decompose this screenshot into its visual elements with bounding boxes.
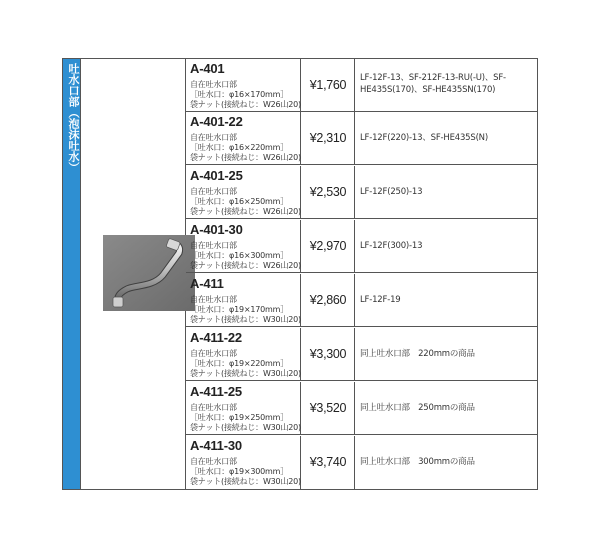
price-cell (301, 274, 355, 326)
desc-line-3: 袋ナット(接続ねじ：W30山20) (190, 423, 301, 432)
desc-line-2: ［吐水口：φ19×170mm］ (190, 305, 289, 314)
model-number: A-411-25 (190, 384, 242, 399)
table-row (186, 328, 537, 381)
desc-line-2: ［吐水口：φ16×220mm］ (190, 143, 289, 152)
product-table (62, 58, 538, 490)
table-row (186, 220, 537, 273)
model-number: A-411-30 (190, 438, 242, 453)
desc-line-2: ［吐水口：φ16×250mm］ (190, 197, 289, 206)
compatible-models: 同上吐水口部 250mmの商品 (360, 403, 475, 413)
model-number: A-411 (190, 276, 224, 291)
model-cell (186, 382, 301, 434)
table-row (186, 112, 537, 165)
desc-line-3: 袋ナット(接続ねじ：W26山20) (190, 100, 301, 109)
desc-line-3: 袋ナット(接続ねじ：W26山20) (190, 261, 301, 270)
desc-line-2: ［吐水口：φ19×250mm］ (190, 413, 289, 422)
compatible-models: LF-12F(300)-13 (360, 241, 423, 251)
price-cell (301, 220, 355, 272)
price: ¥2,310 (309, 131, 347, 145)
model-number: A-401-25 (190, 168, 243, 183)
price-cell (301, 382, 355, 434)
desc-line-1: 自在吐水口部 (190, 133, 237, 142)
compat-cell (355, 436, 537, 489)
compat-cell (355, 274, 537, 326)
model-cell (186, 328, 301, 380)
image-cell (80, 59, 186, 489)
desc-line-1: 自在吐水口部 (190, 403, 237, 412)
price: ¥2,860 (309, 293, 347, 307)
model-number: A-411-22 (190, 330, 242, 345)
compat-cell (355, 59, 537, 111)
category-label: 吐水口部（泡沫吐水） (67, 63, 80, 173)
table-row (186, 59, 537, 112)
price: ¥3,300 (309, 347, 347, 361)
table-row (186, 166, 537, 219)
compat-cell (355, 382, 537, 434)
desc-line-1: 自在吐水口部 (190, 349, 237, 358)
compatible-models: LF-12F(220)-13、SF-HE435S(N) (360, 133, 488, 143)
compatible-models: LF-12F-19 (360, 295, 401, 305)
compatible-models: LF-12F(250)-13 (360, 187, 423, 197)
table-row (186, 436, 537, 489)
compatible-models: LF-12F-13、SF-212F-13-RU(-U)、SF-HE435S(170)、SF-HE435SN(170) (360, 73, 506, 95)
compat-cell (355, 220, 537, 272)
spout-photo (103, 235, 195, 311)
compat-cell (355, 112, 537, 164)
desc-line-3: 袋ナット(接続ねじ：W30山20) (190, 477, 301, 486)
desc-line-2: ［吐水口：φ19×300mm］ (190, 467, 289, 476)
desc-line-1: 自在吐水口部 (190, 295, 237, 304)
price-cell (301, 59, 355, 111)
desc-line-1: 自在吐水口部 (190, 241, 237, 250)
model-cell (186, 112, 301, 164)
desc-line-1: 自在吐水口部 (190, 187, 237, 196)
desc-line-2: ［吐水口：φ19×220mm］ (190, 359, 289, 368)
desc-line-3: 袋ナット(接続ねじ：W30山20) (190, 315, 301, 324)
desc-line-2: ［吐水口：φ16×300mm］ (190, 251, 289, 260)
desc-line-2: ［吐水口：φ16×170mm］ (190, 90, 289, 99)
price: ¥2,530 (309, 185, 347, 199)
table-row (186, 382, 537, 435)
price-cell (301, 328, 355, 380)
model-number: A-401-30 (190, 222, 243, 237)
model-cell (186, 274, 301, 326)
desc-line-3: 袋ナット(接続ねじ：W26山20) (190, 153, 301, 162)
compat-cell (355, 166, 537, 218)
price: ¥3,740 (309, 455, 347, 469)
model-cell (186, 166, 301, 218)
price-cell (301, 112, 355, 164)
rows (186, 59, 537, 489)
desc-line-1: 自在吐水口部 (190, 80, 237, 89)
desc-line-3: 袋ナット(接続ねじ：W30山20) (190, 369, 301, 378)
price: ¥2,970 (309, 239, 347, 253)
model-number: A-401-22 (190, 114, 243, 129)
price-cell (301, 436, 355, 489)
desc-line-1: 自在吐水口部 (190, 457, 237, 466)
table-row (186, 274, 537, 327)
price: ¥3,520 (309, 401, 347, 415)
compatible-models: 同上吐水口部 220mmの商品 (360, 349, 475, 359)
compat-cell (355, 328, 537, 380)
compatible-models: 同上吐水口部 300mmの商品 (360, 457, 475, 467)
model-cell (186, 220, 301, 272)
desc-line-3: 袋ナット(接続ねじ：W26山20) (190, 207, 301, 216)
price: ¥1,760 (309, 78, 347, 92)
category-bar (63, 59, 80, 489)
model-number: A-401 (190, 61, 225, 76)
model-cell (186, 59, 301, 111)
price-cell (301, 166, 355, 218)
model-cell (186, 436, 301, 489)
